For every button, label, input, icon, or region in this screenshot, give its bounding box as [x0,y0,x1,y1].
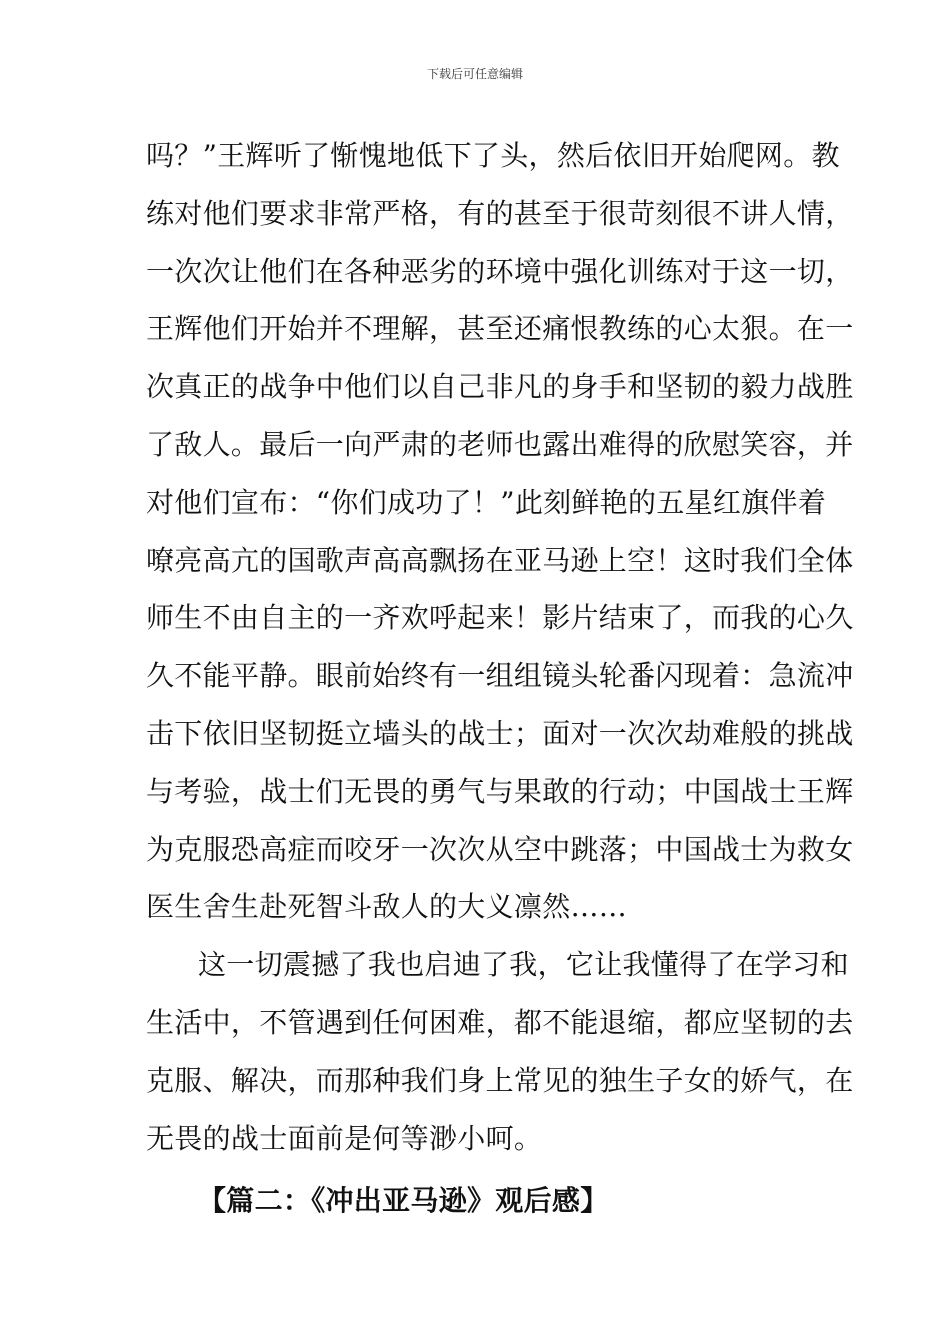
text-line: 练对他们要求非常严格，有的甚至于很苛刻很不讲人情， [146,196,854,230]
text-line: 医生舍生赴死智斗敌人的大义凛然…… [146,890,628,924]
text-line: 次真正的战争中他们以自己非凡的身手和坚韧的毅力战胜 [146,370,854,404]
paragraph-2 [146,936,854,1167]
text-line: 嘹亮高亢的国歌声高高飘扬在亚马逊上空！这时我们全体 [146,543,854,577]
text-line: 王辉他们开始并不理解，甚至还痛恨教练的心太狠。在一 [146,312,854,346]
text-line: 吗？”王辉听了惭愧地低下了头，然后依旧开始爬网。教 [146,139,840,172]
text-line: 生活中，不管遇到任何困难，都不能退缩，都应坚韧的去 [146,1005,854,1039]
page-header: 下载后可任意编辑 [426,67,523,81]
text-line: 一次次让他们在各种恶劣的环境中强化训练对于这一切， [146,254,854,288]
text-line: 为克服恐高症而咬牙一次次从空中跳落；中国战士为救女 [146,832,854,866]
section-heading: 【篇二：《冲出亚马逊》观后感】 [198,1184,609,1218]
text-line: 对他们宣布：“你们成功了！”此刻鲜艳的五星红旗伴着 [146,485,827,519]
document-body [146,127,854,1230]
text-line: 与考验，战士们无畏的勇气与果敢的行动；中国战士王辉 [146,774,854,808]
text-line: 克服、解决，而那种我们身上常见的独生子女的娇气，在 [146,1063,854,1097]
text-line: 无畏的战士面前是何等渺小呵。 [146,1121,543,1155]
text-line: 这一切震撼了我也启迪了我，它让我懂得了在学习和 [198,948,849,982]
text-line: 击下依旧坚韧挺立墙头的战士；面对一次次劫难般的挑战 [146,716,854,750]
paragraph-1 [146,127,854,936]
text-line: 师生不由自主的一齐欢呼起来！影片结束了，而我的心久 [146,601,854,635]
text-line: 久不能平静。眼前始终有一组组镜头轮番闪现着：急流冲 [146,659,854,693]
text-line: 了敌人。最后一向严肃的老师也露出难得的欣慰笑容，并 [146,427,854,461]
